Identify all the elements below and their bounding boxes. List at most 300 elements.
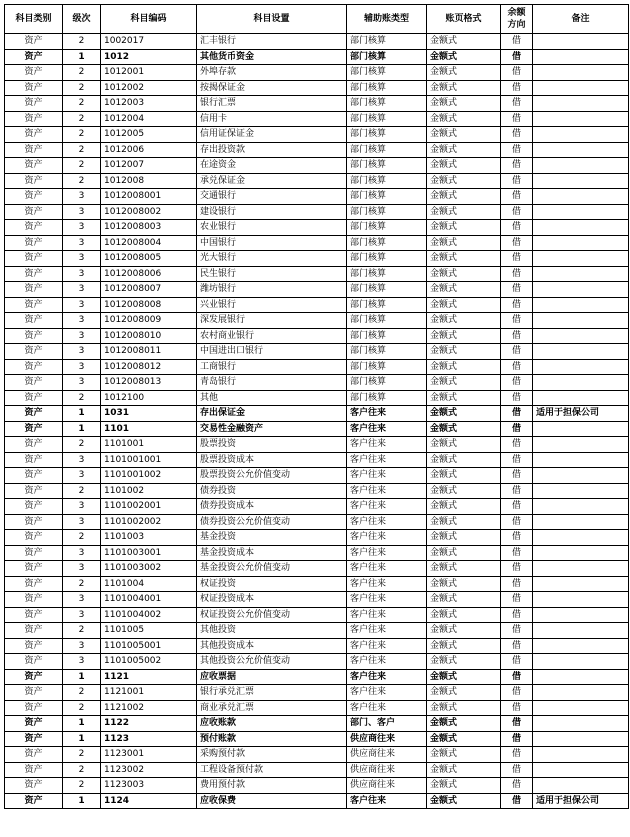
cell-account-name: 潍坊银行 (197, 282, 347, 298)
cell-balance-direction: 借 (501, 716, 533, 732)
cell-code: 1012008007 (101, 282, 197, 298)
chart-of-accounts-table (4, 4, 629, 809)
cell-aux-type: 供应商往来 (347, 731, 427, 747)
cell-remarks (533, 375, 629, 391)
cell-aux-type: 客户往来 (347, 592, 427, 608)
table-row (5, 297, 629, 313)
cell-level: 3 (63, 499, 101, 515)
cell-remarks (533, 158, 629, 174)
cell-level: 2 (63, 173, 101, 189)
cell-category: 资产 (5, 576, 63, 592)
cell-aux-type: 部门核算 (347, 158, 427, 174)
cell-page-format: 金额式 (427, 747, 501, 763)
cell-level: 2 (63, 623, 101, 639)
cell-level: 3 (63, 607, 101, 623)
cell-code: 1012008008 (101, 297, 197, 313)
cell-page-format: 金额式 (427, 530, 501, 546)
cell-aux-type: 客户往来 (347, 623, 427, 639)
cell-code: 1101005 (101, 623, 197, 639)
cell-page-format: 金额式 (427, 592, 501, 608)
header-row (5, 5, 629, 34)
cell-code: 1101001001 (101, 452, 197, 468)
cell-page-format: 金额式 (427, 561, 501, 577)
cell-level: 3 (63, 545, 101, 561)
cell-level: 2 (63, 778, 101, 794)
cell-remarks (533, 437, 629, 453)
cell-code: 1121 (101, 669, 197, 685)
table-row (5, 173, 629, 189)
cell-category: 资产 (5, 235, 63, 251)
cell-remarks (533, 127, 629, 143)
cell-level: 2 (63, 142, 101, 158)
cell-balance-direction: 借 (501, 437, 533, 453)
cell-category: 资产 (5, 142, 63, 158)
cell-page-format: 金额式 (427, 685, 501, 701)
cell-remarks (533, 65, 629, 81)
cell-page-format: 金额式 (427, 96, 501, 112)
cell-level: 2 (63, 762, 101, 778)
cell-category: 资产 (5, 762, 63, 778)
cell-balance-direction: 借 (501, 700, 533, 716)
cell-balance-direction: 借 (501, 483, 533, 499)
cell-account-name: 股票投资成本 (197, 452, 347, 468)
table-row (5, 111, 629, 127)
table-row (5, 344, 629, 360)
cell-remarks (533, 731, 629, 747)
cell-remarks (533, 452, 629, 468)
cell-level: 2 (63, 483, 101, 499)
header-remarks: 备注 (533, 5, 629, 34)
table-row (5, 545, 629, 561)
cell-code: 1012008 (101, 173, 197, 189)
cell-level: 3 (63, 313, 101, 329)
cell-page-format: 金额式 (427, 390, 501, 406)
cell-aux-type: 部门核算 (347, 220, 427, 236)
cell-level: 1 (63, 421, 101, 437)
cell-code: 1012008005 (101, 251, 197, 267)
cell-aux-type: 部门、客户 (347, 716, 427, 732)
cell-aux-type: 部门核算 (347, 96, 427, 112)
cell-code: 1012008010 (101, 328, 197, 344)
cell-page-format: 金额式 (427, 189, 501, 205)
cell-page-format: 金额式 (427, 282, 501, 298)
cell-account-name: 外埠存款 (197, 65, 347, 81)
cell-level: 3 (63, 375, 101, 391)
cell-account-name: 信用证保证金 (197, 127, 347, 143)
cell-remarks (533, 111, 629, 127)
cell-balance-direction: 借 (501, 468, 533, 484)
cell-account-name: 存出保证金 (197, 406, 347, 422)
cell-account-name: 交通银行 (197, 189, 347, 205)
cell-page-format: 金额式 (427, 778, 501, 794)
cell-level: 2 (63, 530, 101, 546)
cell-level: 3 (63, 638, 101, 654)
cell-balance-direction: 借 (501, 499, 533, 515)
table-row (5, 623, 629, 639)
cell-balance-direction: 借 (501, 282, 533, 298)
table-row (5, 49, 629, 65)
table-row (5, 669, 629, 685)
cell-level: 3 (63, 514, 101, 530)
cell-category: 资产 (5, 173, 63, 189)
cell-category: 资产 (5, 158, 63, 174)
cell-level: 3 (63, 592, 101, 608)
table-row (5, 499, 629, 515)
cell-category: 资产 (5, 561, 63, 577)
cell-remarks (533, 297, 629, 313)
cell-level: 3 (63, 654, 101, 670)
cell-code: 1101003001 (101, 545, 197, 561)
cell-balance-direction: 借 (501, 328, 533, 344)
cell-code: 1101005001 (101, 638, 197, 654)
cell-remarks (533, 49, 629, 65)
cell-category: 资产 (5, 623, 63, 639)
cell-balance-direction: 借 (501, 127, 533, 143)
cell-balance-direction: 借 (501, 561, 533, 577)
cell-remarks (533, 638, 629, 654)
cell-category: 资产 (5, 638, 63, 654)
cell-code: 1031 (101, 406, 197, 422)
cell-aux-type: 部门核算 (347, 282, 427, 298)
table-row (5, 359, 629, 375)
cell-aux-type: 部门核算 (347, 359, 427, 375)
cell-level: 1 (63, 793, 101, 809)
cell-account-name: 深发展银行 (197, 313, 347, 329)
cell-remarks (533, 576, 629, 592)
cell-code: 1012008001 (101, 189, 197, 205)
cell-page-format: 金额式 (427, 344, 501, 360)
cell-account-name: 其他货币资金 (197, 49, 347, 65)
cell-aux-type: 客户往来 (347, 793, 427, 809)
cell-level: 3 (63, 328, 101, 344)
cell-level: 2 (63, 158, 101, 174)
cell-code: 1101001002 (101, 468, 197, 484)
cell-remarks (533, 654, 629, 670)
cell-aux-type: 客户往来 (347, 499, 427, 515)
cell-level: 1 (63, 731, 101, 747)
cell-page-format: 金额式 (427, 34, 501, 50)
cell-category: 资产 (5, 390, 63, 406)
cell-category: 资产 (5, 266, 63, 282)
cell-page-format: 金额式 (427, 111, 501, 127)
table-row (5, 437, 629, 453)
table-row (5, 390, 629, 406)
cell-account-name: 建设银行 (197, 204, 347, 220)
cell-balance-direction: 借 (501, 220, 533, 236)
cell-aux-type: 部门核算 (347, 127, 427, 143)
header-code: 科目编码 (101, 5, 197, 34)
table-row (5, 313, 629, 329)
cell-level: 2 (63, 576, 101, 592)
table-row (5, 654, 629, 670)
cell-page-format: 金额式 (427, 716, 501, 732)
cell-category: 资产 (5, 607, 63, 623)
table-row (5, 452, 629, 468)
cell-aux-type: 客户往来 (347, 483, 427, 499)
header-account-name: 科目设置 (197, 5, 347, 34)
cell-account-name: 光大银行 (197, 251, 347, 267)
cell-account-name: 信用卡 (197, 111, 347, 127)
cell-category: 资产 (5, 375, 63, 391)
cell-level: 3 (63, 359, 101, 375)
cell-aux-type: 部门核算 (347, 375, 427, 391)
cell-code: 1012008006 (101, 266, 197, 282)
cell-account-name: 其他投资 (197, 623, 347, 639)
cell-page-format: 金额式 (427, 700, 501, 716)
header-aux-type: 辅助账类型 (347, 5, 427, 34)
cell-level: 3 (63, 452, 101, 468)
cell-code: 1123002 (101, 762, 197, 778)
cell-aux-type: 供应商往来 (347, 778, 427, 794)
cell-aux-type: 部门核算 (347, 251, 427, 267)
cell-balance-direction: 借 (501, 49, 533, 65)
cell-level: 2 (63, 685, 101, 701)
cell-account-name: 股票投资公允价值变动 (197, 468, 347, 484)
cell-code: 1101002002 (101, 514, 197, 530)
cell-account-name: 银行承兑汇票 (197, 685, 347, 701)
cell-level: 3 (63, 468, 101, 484)
cell-page-format: 金额式 (427, 297, 501, 313)
cell-aux-type: 供应商往来 (347, 747, 427, 763)
table-row (5, 158, 629, 174)
cell-balance-direction: 借 (501, 235, 533, 251)
cell-aux-type: 客户往来 (347, 514, 427, 530)
cell-balance-direction: 借 (501, 576, 533, 592)
cell-category: 资产 (5, 34, 63, 50)
cell-level: 3 (63, 189, 101, 205)
cell-remarks (533, 561, 629, 577)
cell-aux-type: 部门核算 (347, 297, 427, 313)
cell-account-name: 权证投资成本 (197, 592, 347, 608)
cell-account-name: 按揭保证金 (197, 80, 347, 96)
cell-account-name: 应收保费 (197, 793, 347, 809)
cell-aux-type: 客户往来 (347, 406, 427, 422)
cell-remarks (533, 747, 629, 763)
cell-category: 资产 (5, 220, 63, 236)
table-row (5, 592, 629, 608)
cell-account-name: 权证投资 (197, 576, 347, 592)
cell-category: 资产 (5, 747, 63, 763)
cell-category: 资产 (5, 685, 63, 701)
cell-level: 2 (63, 747, 101, 763)
cell-page-format: 金额式 (427, 654, 501, 670)
cell-balance-direction: 借 (501, 530, 533, 546)
cell-page-format: 金额式 (427, 65, 501, 81)
cell-aux-type: 部门核算 (347, 173, 427, 189)
cell-account-name: 承兑保证金 (197, 173, 347, 189)
cell-page-format: 金额式 (427, 793, 501, 809)
cell-level: 1 (63, 669, 101, 685)
cell-account-name: 预付账款 (197, 731, 347, 747)
cell-aux-type: 客户往来 (347, 607, 427, 623)
cell-balance-direction: 借 (501, 638, 533, 654)
cell-remarks (533, 142, 629, 158)
table-row (5, 700, 629, 716)
cell-page-format: 金额式 (427, 437, 501, 453)
cell-remarks (533, 390, 629, 406)
cell-account-name: 费用预付款 (197, 778, 347, 794)
table-row (5, 793, 629, 809)
header-category: 科目类别 (5, 5, 63, 34)
cell-balance-direction: 借 (501, 406, 533, 422)
cell-level: 2 (63, 127, 101, 143)
cell-category: 资产 (5, 80, 63, 96)
cell-remarks (533, 623, 629, 639)
header-balance-direction: 余额方向 (501, 5, 533, 34)
cell-page-format: 金额式 (427, 669, 501, 685)
cell-remarks (533, 328, 629, 344)
cell-remarks (533, 592, 629, 608)
cell-account-name: 应收账款 (197, 716, 347, 732)
cell-aux-type: 部门核算 (347, 235, 427, 251)
cell-account-name: 农村商业银行 (197, 328, 347, 344)
cell-category: 资产 (5, 189, 63, 205)
cell-category: 资产 (5, 421, 63, 437)
cell-category: 资产 (5, 251, 63, 267)
cell-level: 3 (63, 282, 101, 298)
cell-balance-direction: 借 (501, 189, 533, 205)
cell-category: 资产 (5, 483, 63, 499)
cell-code: 1012002 (101, 80, 197, 96)
cell-category: 资产 (5, 49, 63, 65)
table-row (5, 34, 629, 50)
cell-balance-direction: 借 (501, 607, 533, 623)
table-row (5, 576, 629, 592)
cell-level: 3 (63, 204, 101, 220)
cell-account-name: 民生银行 (197, 266, 347, 282)
cell-code: 1012008012 (101, 359, 197, 375)
cell-code: 1012008002 (101, 204, 197, 220)
cell-code: 1012006 (101, 142, 197, 158)
cell-remarks (533, 251, 629, 267)
cell-level: 1 (63, 406, 101, 422)
cell-page-format: 金额式 (427, 406, 501, 422)
cell-category: 资产 (5, 499, 63, 515)
cell-code: 1101 (101, 421, 197, 437)
cell-account-name: 基金投资成本 (197, 545, 347, 561)
cell-level: 3 (63, 297, 101, 313)
cell-account-name: 股票投资 (197, 437, 347, 453)
cell-category: 资产 (5, 468, 63, 484)
cell-page-format: 金额式 (427, 375, 501, 391)
cell-account-name: 债券投资公允价值变动 (197, 514, 347, 530)
table-row (5, 96, 629, 112)
cell-category: 资产 (5, 452, 63, 468)
table-row (5, 731, 629, 747)
cell-code: 1101004001 (101, 592, 197, 608)
cell-remarks (533, 189, 629, 205)
cell-code: 1101003002 (101, 561, 197, 577)
cell-balance-direction: 借 (501, 204, 533, 220)
cell-code: 1012003 (101, 96, 197, 112)
cell-account-name: 其他 (197, 390, 347, 406)
cell-balance-direction: 借 (501, 251, 533, 267)
cell-aux-type: 客户往来 (347, 452, 427, 468)
cell-account-name: 交易性金融资产 (197, 421, 347, 437)
cell-aux-type: 部门核算 (347, 328, 427, 344)
cell-aux-type: 部门核算 (347, 204, 427, 220)
cell-code: 1012 (101, 49, 197, 65)
header-page-format: 账页格式 (427, 5, 501, 34)
cell-level: 3 (63, 220, 101, 236)
cell-remarks (533, 530, 629, 546)
cell-remarks (533, 173, 629, 189)
cell-aux-type: 部门核算 (347, 49, 427, 65)
cell-level: 2 (63, 700, 101, 716)
cell-balance-direction: 借 (501, 421, 533, 437)
cell-remarks (533, 762, 629, 778)
cell-code: 1012005 (101, 127, 197, 143)
cell-page-format: 金额式 (427, 638, 501, 654)
cell-balance-direction: 借 (501, 297, 533, 313)
cell-aux-type: 部门核算 (347, 65, 427, 81)
cell-remarks (533, 235, 629, 251)
cell-level: 2 (63, 111, 101, 127)
table-row (5, 530, 629, 546)
cell-page-format: 金额式 (427, 49, 501, 65)
cell-level: 2 (63, 96, 101, 112)
cell-remarks (533, 716, 629, 732)
cell-aux-type: 部门核算 (347, 142, 427, 158)
cell-code: 1101003 (101, 530, 197, 546)
table-row (5, 778, 629, 794)
cell-code: 1002017 (101, 34, 197, 50)
table-row (5, 328, 629, 344)
cell-balance-direction: 借 (501, 623, 533, 639)
cell-account-name: 中国银行 (197, 235, 347, 251)
cell-code: 1012008009 (101, 313, 197, 329)
table-row (5, 127, 629, 143)
cell-page-format: 金额式 (427, 313, 501, 329)
cell-aux-type: 客户往来 (347, 576, 427, 592)
cell-level: 1 (63, 716, 101, 732)
cell-page-format: 金额式 (427, 359, 501, 375)
cell-aux-type: 客户往来 (347, 421, 427, 437)
cell-page-format: 金额式 (427, 220, 501, 236)
cell-account-name: 青岛银行 (197, 375, 347, 391)
cell-category: 资产 (5, 328, 63, 344)
cell-balance-direction: 借 (501, 747, 533, 763)
cell-balance-direction: 借 (501, 34, 533, 50)
cell-account-name: 应收票据 (197, 669, 347, 685)
cell-balance-direction: 借 (501, 731, 533, 747)
cell-code: 1012008004 (101, 235, 197, 251)
cell-page-format: 金额式 (427, 142, 501, 158)
cell-code: 1101002001 (101, 499, 197, 515)
cell-level: 2 (63, 80, 101, 96)
cell-code: 1101004002 (101, 607, 197, 623)
cell-page-format: 金额式 (427, 762, 501, 778)
cell-balance-direction: 借 (501, 452, 533, 468)
table-row (5, 716, 629, 732)
cell-aux-type: 部门核算 (347, 344, 427, 360)
cell-account-name: 其他投资公允价值变动 (197, 654, 347, 670)
cell-category: 资产 (5, 437, 63, 453)
table-row (5, 220, 629, 236)
table-row (5, 204, 629, 220)
cell-balance-direction: 借 (501, 685, 533, 701)
cell-account-name: 工程设备预付款 (197, 762, 347, 778)
table-row (5, 375, 629, 391)
cell-remarks (533, 685, 629, 701)
cell-balance-direction: 借 (501, 778, 533, 794)
cell-balance-direction: 借 (501, 654, 533, 670)
cell-code: 1012007 (101, 158, 197, 174)
cell-remarks (533, 282, 629, 298)
cell-balance-direction: 借 (501, 669, 533, 685)
cell-remarks (533, 545, 629, 561)
cell-account-name: 兴业银行 (197, 297, 347, 313)
